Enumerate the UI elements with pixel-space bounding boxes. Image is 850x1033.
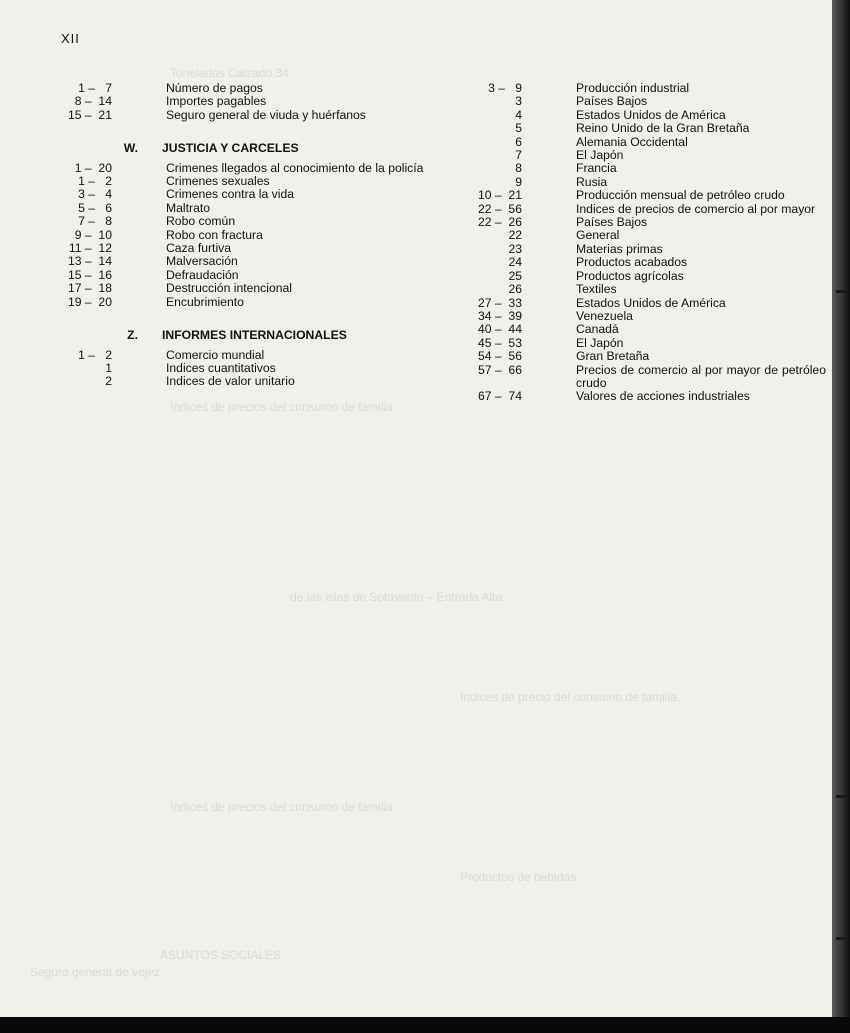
list-item bbox=[460, 189, 826, 202]
item-range: 13 – 14 bbox=[67, 254, 112, 269]
item-range: 19 – 20 bbox=[67, 294, 112, 309]
item-label: Gran Bretaña bbox=[576, 349, 650, 364]
item-label: Reino Unido de la Gran Bretaña bbox=[576, 121, 750, 136]
item-range: 25 bbox=[508, 268, 522, 283]
section-title: INFORMES INTERNACIONALES bbox=[162, 328, 347, 343]
page-edge-shadow bbox=[832, 0, 850, 1033]
item-label: Producción mensual de petróleo crudo bbox=[576, 188, 785, 203]
list-item bbox=[460, 122, 826, 135]
item-label: Estados Unidos de América bbox=[576, 295, 726, 310]
left-column bbox=[60, 82, 425, 389]
intro-list bbox=[60, 82, 425, 122]
item-range: 5 – 6 bbox=[78, 200, 112, 215]
document-page: Toneladas Calzado 34 Indices de precios del consumo de familia de las islas de Sotavento – Entrada Alta Indices de precio del consumo de familia Indices de precios del consumo de familia Productos de bebidas Seguro general de vejez ASUNTOS SOCIALES XII 1 – 7 Número de pagos 8 – 14 Importes pagables 15 – 21 Seguro general de viuda y huérfanos W. JUSTICIA Y CARCELES 1 – 20 Crimenes llegados al conocimiento de la policía 1 – 2 Crimenes sexuales 3 – 4 Crimenes contra la vida 5 – 6 Maltrato 7 – 8 Robo común 9 – 10 Robo con fractura 11 – 12 Caza furtiva 13 – 14 Malversación 15 – 16 Defraudación 17 – 18 Destrucción intencional 19 – 20 Encubrimiento Z. INFORMES INTERNACIONALES 1 – 2 Comercio mundial 1 Indices cuantitativos 2 Indices de valor unitario 3 – 9 Producción industrial 3 Países Bajos 4 Estados Unidos de América 5 Reino Unido de la Gran Bretaña 6 Alemania Occidental 7 El Japón 8 Francia 9 Rusia 10 – 21 Producción mensual de petróleo crudo 22 – 56 Indices de precios de comercio al por mayor 22 – 26 Países Bajos 22 General 23 Materias primas 24 Productos acabados 25 Productos agrícolas 26 Textiles 27 – 33 Estados Unidos de América 34 – 39 Venezuela 40 – 44 Canadá 45 – 53 El Japón 54 – 56 Gran Bretaña 57 – 66 Precios de comercio al por mayor de petróleo crudo 67 – 74 Valores de acciones industriales bbox=[0, 0, 835, 1018]
item-label: Productos agrícolas bbox=[576, 268, 684, 283]
list-item bbox=[60, 95, 425, 108]
item-range: 57 – 66 bbox=[477, 362, 522, 377]
item-range: 8 bbox=[515, 161, 522, 176]
item-range: 23 bbox=[508, 241, 522, 256]
item-label: El Japón bbox=[576, 335, 624, 350]
list-item bbox=[460, 283, 826, 296]
list-item bbox=[460, 149, 826, 162]
list-item bbox=[460, 95, 826, 108]
section-letter: Z. bbox=[127, 328, 138, 343]
list-item bbox=[460, 256, 826, 269]
item-label: Canadá bbox=[576, 322, 619, 337]
list-item bbox=[60, 349, 425, 362]
list-item bbox=[60, 188, 425, 201]
list-item bbox=[460, 243, 826, 256]
item-label: Malversación bbox=[166, 254, 238, 269]
item-label: Estados Unidos de América bbox=[576, 107, 726, 122]
list-item bbox=[460, 310, 826, 323]
item-range: 1 – 2 bbox=[78, 347, 112, 362]
section-heading-z bbox=[60, 329, 425, 342]
margin-mark bbox=[836, 795, 848, 798]
item-label: Encubrimiento bbox=[166, 294, 244, 309]
item-range: 26 bbox=[508, 282, 522, 297]
item-label: El Japón bbox=[576, 148, 624, 163]
list-item bbox=[460, 337, 826, 350]
list-item bbox=[460, 297, 826, 310]
item-label: Defraudación bbox=[166, 267, 239, 282]
list-item bbox=[460, 162, 826, 175]
item-range: 1 – 7 bbox=[78, 81, 112, 95]
list-item bbox=[460, 82, 826, 95]
item-label: Robo con fractura bbox=[166, 227, 263, 242]
item-range: 24 bbox=[508, 255, 522, 270]
item-range: 4 bbox=[515, 107, 522, 122]
item-label: Indices cuantitativos bbox=[166, 360, 276, 375]
item-range: 15 – 16 bbox=[67, 267, 112, 282]
item-range: 6 bbox=[515, 134, 522, 149]
item-range: 1 – 2 bbox=[78, 174, 112, 189]
list-item bbox=[60, 362, 425, 375]
list-item bbox=[460, 216, 826, 229]
item-range: 10 – 21 bbox=[477, 188, 522, 203]
item-range: 3 – 9 bbox=[488, 81, 522, 95]
section-heading-w bbox=[60, 142, 425, 155]
item-label: Caza furtiva bbox=[166, 241, 232, 256]
item-label: Textiles bbox=[576, 282, 617, 297]
margin-mark bbox=[836, 290, 848, 293]
item-range: 45 – 53 bbox=[477, 335, 522, 350]
item-label: Materias primas bbox=[576, 241, 663, 256]
section-title: JUSTICIA Y CARCELES bbox=[162, 141, 299, 156]
list-item bbox=[460, 350, 826, 363]
item-label: Países Bajos bbox=[576, 215, 648, 230]
list-item bbox=[60, 162, 425, 175]
item-label: Rusia bbox=[576, 174, 608, 189]
item-range: 40 – 44 bbox=[477, 322, 522, 337]
page-number: XII bbox=[61, 31, 80, 46]
item-range: 9 bbox=[515, 174, 522, 189]
item-range: 11 – 12 bbox=[68, 241, 112, 256]
item-label: Comercio mundial bbox=[166, 347, 265, 362]
item-range: 22 – 56 bbox=[477, 201, 522, 216]
item-range: 1 bbox=[105, 360, 112, 375]
list-item bbox=[460, 176, 826, 189]
list-item bbox=[460, 109, 826, 122]
list-item bbox=[60, 175, 425, 188]
item-range: 3 – 4 bbox=[78, 187, 112, 202]
item-range: 34 – 39 bbox=[477, 308, 522, 323]
list-item bbox=[60, 82, 425, 95]
item-label: Indices de valor unitario bbox=[166, 374, 295, 389]
list-item bbox=[460, 270, 826, 283]
list-item bbox=[60, 109, 425, 122]
item-range: 7 – 8 bbox=[78, 214, 112, 229]
item-range: 22 bbox=[508, 228, 522, 243]
list-item bbox=[60, 296, 425, 309]
list-item bbox=[60, 269, 425, 282]
item-label: Maltrato bbox=[166, 200, 211, 215]
page-bottom-shadow bbox=[0, 1017, 850, 1033]
item-label: Productos acabados bbox=[576, 255, 688, 270]
item-label: Crimenes sexuales bbox=[166, 174, 270, 189]
item-label: Francia bbox=[576, 161, 617, 176]
item-label: Precios de comercio al por mayor de petróleo crudo bbox=[576, 362, 826, 390]
item-label: General bbox=[576, 228, 620, 243]
item-label: Crimenes llegados al conocimiento de la policía bbox=[166, 160, 424, 175]
item-label: Importes pagables bbox=[166, 94, 267, 109]
list-item bbox=[60, 255, 425, 268]
item-label: Número de pagos bbox=[166, 81, 263, 95]
item-range: 67 – 74 bbox=[477, 389, 522, 404]
list-item bbox=[460, 229, 826, 242]
margin-mark bbox=[836, 937, 848, 940]
list-item bbox=[460, 323, 826, 336]
item-label: Seguro general de viuda y huérfanos bbox=[166, 107, 366, 122]
item-label: Países Bajos bbox=[576, 94, 648, 109]
item-label: Destrucción intencional bbox=[166, 281, 293, 296]
list-item bbox=[460, 136, 826, 149]
section-letter: W. bbox=[123, 141, 138, 156]
list-item bbox=[60, 242, 425, 255]
section-w-list bbox=[60, 162, 425, 309]
list-item bbox=[60, 375, 425, 388]
list-item bbox=[460, 203, 826, 216]
item-label: Producción industrial bbox=[576, 81, 690, 95]
section-z-list bbox=[60, 349, 425, 389]
list-item bbox=[460, 364, 826, 391]
list-item bbox=[460, 390, 826, 403]
item-range: 2 bbox=[105, 374, 112, 389]
list-item bbox=[60, 282, 425, 295]
right-column bbox=[460, 82, 826, 404]
item-range: 15 – 21 bbox=[67, 107, 112, 122]
item-range: 17 – 18 bbox=[67, 281, 112, 296]
item-range: 27 – 33 bbox=[477, 295, 522, 310]
item-label: Valores de acciones industriales bbox=[576, 389, 750, 404]
item-label: Alemania Occidental bbox=[576, 134, 688, 149]
list-item bbox=[60, 215, 425, 228]
item-range: 7 bbox=[515, 148, 522, 163]
item-label: Indices de precios de comercio al por mayor bbox=[576, 201, 816, 216]
item-label: Venezuela bbox=[576, 308, 633, 323]
item-range: 5 bbox=[515, 121, 522, 136]
list-item bbox=[60, 202, 425, 215]
item-range: 8 – 14 bbox=[74, 94, 112, 109]
item-range: 9 – 10 bbox=[74, 227, 112, 242]
item-range: 3 bbox=[515, 94, 522, 109]
item-label: Crimenes contra la vida bbox=[166, 187, 295, 202]
item-range: 22 – 26 bbox=[477, 215, 522, 230]
item-label: Robo común bbox=[166, 214, 236, 229]
item-range: 54 – 56 bbox=[477, 349, 522, 364]
list-item bbox=[60, 229, 425, 242]
item-range: 1 – 20 bbox=[74, 160, 112, 175]
